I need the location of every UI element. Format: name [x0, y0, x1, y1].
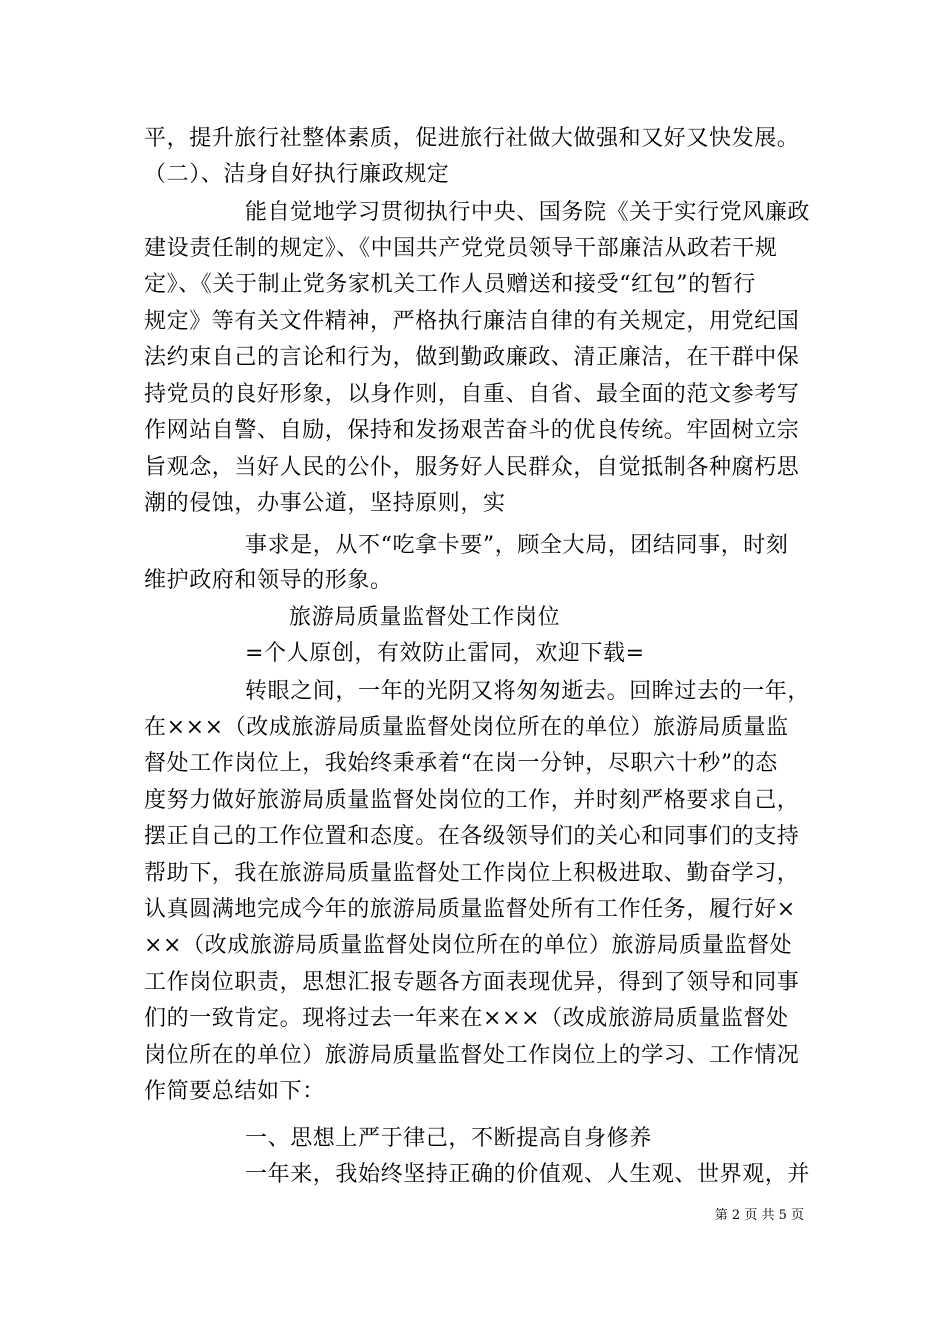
text-line-29: 一年来，我始终坚持正确的价值观、人生观、世界观，并: [245, 1162, 811, 1187]
text-line-7: 法约束自己的言论和行为，做到勤政廉政、清正廉洁，在干群中保: [144, 345, 800, 370]
text-line-12: 事求是，从不“吃拿卡要”，顾全大局，团结同事，时刻: [245, 533, 789, 558]
text-line-20: 摆正自己的工作位置和态度。在各级领导们的关心和同事们的支持: [144, 824, 800, 849]
text-line-4: 建设责任制的规定》、《中国共产党党员领导干部廉洁从政若干规: [144, 236, 778, 261]
text-line-6: 规定》等有关文件精神，严格执行廉洁自律的有关规定，用党纪国: [144, 309, 800, 334]
text-line-23: ××（改成旅游局质量监督处岗位所在的单位）旅游局质量监督处: [144, 933, 793, 958]
text-line-10: 旨观念，当好人民的公仆，服务好人民群众，自觉抵制各种腐朽思: [144, 455, 800, 480]
text-line-21: 帮助下，我在旅游局质量监督处工作岗位上积极进取、勤奋学习，: [144, 861, 800, 886]
text-line-22: 认真圆满地完成今年的旅游局质量监督处所有工作任务，履行好×: [144, 897, 796, 922]
text-line-16: 转眼之间，一年的光阴又将匆匆逝去。回眸过去的一年，: [245, 679, 811, 704]
text-line-26: 岗位所在的单位）旅游局质量监督处工作岗位上的学习、工作情况: [144, 1043, 800, 1068]
text-line-3: 能自觉地学习贯彻执行中央、国务院《关于实行党风廉政: [245, 200, 811, 225]
text-line-17: 在×××（改成旅游局质量监督处岗位所在的单位）旅游局质量监: [144, 715, 789, 740]
document-title: 旅游局质量监督处工作岗位: [289, 605, 561, 630]
text-line-9: 作网站自警、自励，保持和发扬艰苦奋斗的优良传统。牢固树立宗: [144, 418, 800, 443]
text-line-24: 工作岗位职责，思想汇报专题各方面表现优异，得到了领导和同事: [144, 970, 800, 995]
section-heading-2: （二）、洁身自好执行廉政规定: [144, 162, 450, 187]
document-subtitle: =个人原创，有效防止雷同，欢迎下载=: [245, 641, 645, 666]
section-heading-28: 一、思想上严于律己，不断提高自身修养: [245, 1126, 652, 1151]
text-line-25: 们的一致肯定。现将过去一年来在×××（改成旅游局质量监督处: [144, 1006, 789, 1031]
text-line-11: 潮的侵蚀，办事公道，坚持原则，实: [144, 491, 506, 516]
text-line-19: 度努力做好旅游局质量监督处岗位的工作，并时刻严格要求自己，: [144, 788, 800, 813]
page-number: 第 2 页 共 5 页: [714, 1208, 804, 1223]
text-line-1: 平，提升旅行社整体素质，促进旅行社做大做强和又好又快发展。: [144, 126, 800, 151]
text-line-27: 作简要总结如下：: [144, 1079, 325, 1104]
text-line-18: 督处工作岗位上，我始终秉承着“在岗一分钟，尽职六十秒”的态: [144, 751, 778, 776]
text-line-13: 维护政府和领导的形象。: [144, 568, 393, 593]
text-line-8: 持党员的良好形象，以身作则，自重、自省、最全面的范文参考写: [144, 382, 800, 407]
text-line-5: 定》、《关于制止党务家机关工作人员赠送和接受“红包”的暂行: [144, 272, 756, 297]
